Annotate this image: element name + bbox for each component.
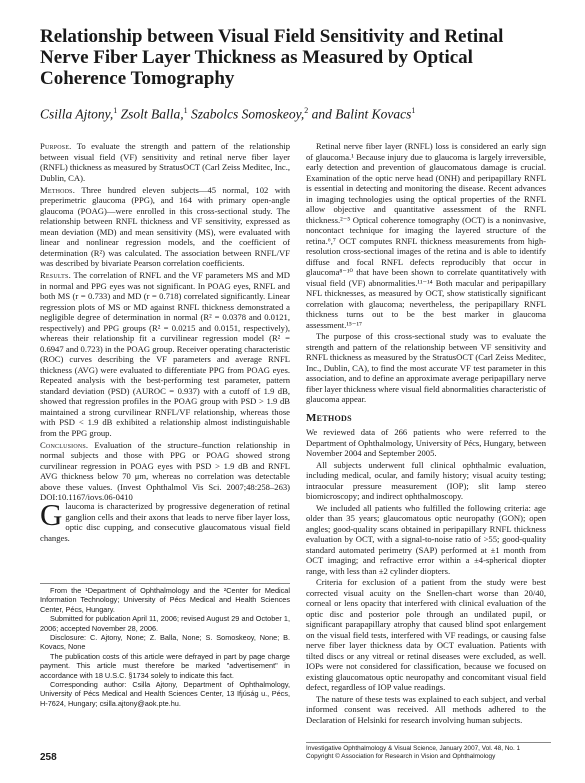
author-name: Zsolt Balla, <box>120 106 184 122</box>
journal-copyright: Copyright © Association for Research in Vision and Ophthalmology <box>306 753 496 761</box>
abstract-purpose-text: To evaluate the strength and pattern of the relationship between visual field (VF) sensitivity and retinal nerve fiber layer (RNFL) thickness as measured by StratusOCT (Carl Zeiss Meditec, Inc., Dublin, CA). <box>40 141 290 183</box>
author-name: and Balint Kovacs <box>311 106 412 122</box>
abstract-methods <box>40 185 290 269</box>
right-column <box>306 141 546 726</box>
abstract-purpose <box>40 141 290 183</box>
journal-issue: Investigative Ophthalmology & Visual Science, January 2007, Vol. 48, No. 1 <box>306 745 521 752</box>
introduction-paragraph <box>40 497 290 543</box>
author-affiliation-mark: 1 <box>113 106 118 115</box>
author-affiliation-mark: 1 <box>411 106 416 115</box>
abstract-results-label: Results. <box>40 270 71 280</box>
footnote-affiliations: From the ¹Department of Ophthalmology and the ²Center for Medical Information Technology; University of Pécs Medical and Health Sciences Center, Pécs, Hungary. <box>40 586 290 614</box>
abstract-conclusions-text: Evaluation of the structure–function relationship in normal subjects and those with PPG or POAG showed strong curvilinear regression in POAG eyes with PSD > 1.9 dB and RNFL AVG thickness below 70 μm, whereas no correlation was detectable above these values. <box>40 439 290 492</box>
journal-footer <box>306 745 551 761</box>
footnote-disclosure: Disclosure: C. Ajtony, None; Z. Balla, None; S. Somoskeoy, None; B. Kovacs, None <box>40 633 290 652</box>
section-heading-methods: Methods <box>306 411 352 424</box>
footnote-divider <box>40 583 290 584</box>
abstract <box>40 141 290 504</box>
author-name: Csilla Ajtony, <box>40 106 114 122</box>
page-number: 258 <box>40 752 57 763</box>
abstract-citation: (Invest Ophthalmol Vis Sci. 2007;48:258–263) DOI:10.1167/iovs.06-0410 <box>40 481 291 502</box>
footnote-corresponding-author: Corresponding author: Csilla Ajtony, Department of Ophthalmology, University of Pécs Medical and Health Sciences Center, 13 Ifjúság u., Pécs, H-7624, Hungary; csilla.ajtony@aok.pte.hu. <box>40 680 290 708</box>
abstract-results-text: The correlation of RNFL and the VF parameters MS and MD in normal and PPG eyes was not significant. In POAG eyes, RNFL and both MS (r = 0.733) and MD (r = 0.718) correlated significantly. Linear regression plots of MS or MD against RNFL thickness demonstrated a negligible degree of determination in normal (R² = 0.0378 and 0.0121, respectively) and PPG groups (R² = 0.0215 and 0.0151, respectively), whereas their relationship fit a curvilinear regression model (R² = 0.6947 and 0.723) in the POAG group. Receiver operating characteristic (ROC) curves describing the VF parameters and average RNFL thickness (AVG) were evaluated to differentiate PPG from POAG eyes. Repeated analysis with the best-performing test parameter, pattern standard deviation (PSD) (AUROC = 0.937) with a cutoff of 1.9 dB, showed that regression profiles in the POAG group with PSD > 1.9 dB maintained a strong curvilinear RNFL/VF relationship, whereas those with PSD < 1.9 dB exhibited a relationship almost indistinguishable from the PPG group. <box>40 270 290 438</box>
drop-cap: G <box>40 497 63 532</box>
author-name: Szabolcs Somoskeoy, <box>191 106 305 122</box>
author-affiliation-mark: 2 <box>304 106 309 115</box>
author-list <box>40 103 540 123</box>
abstract-purpose-label: Purpose. <box>40 141 72 151</box>
body-paragraph: The purpose of this cross-sectional study was to evaluate the strength and pattern of the relationship between VF sensitivity and RNFL thickness as measured by the StratusOCT (Carl Zeiss Meditec, Inc., Dublin, CA), to find the most accurate VF test parameter in this association, and to define an approximate average peripapillary nerve fiber layer thickness where visual field abnormalities characteristic of glaucoma appear. <box>306 331 546 404</box>
body-paragraph: Criteria for exclusion of a patient from the study were best corrected visual acuity on the Snellen-chart worse than 20/40, corneal or lens opacity that interfered with clinical evaluation of the optic disc and posterior pole through an undilated pupil, or significant parapapillary atrophy that caused blind spot enlargement on the visual field tests, interfered with VF readings, or causing false nerve fiber layer thickness data by OCT evaluation. Patients with tilted discs or any vitreal or retinal diseases were excluded, as well. IOPs were not considered for classification, because we focused on existing glaucomatous optic neuropathy and concomitant visual field defect, regardless of IOP value readings. <box>306 577 546 692</box>
journal-divider <box>306 742 551 743</box>
body-paragraph: The nature of these tests was explained to each subject, and verbal informed consent was received. All methods adhered to the Declaration of Helsinki for research involving human subjects. <box>306 693 546 725</box>
abstract-methods-label: Methods. <box>40 184 76 195</box>
footnote-dates: Submitted for publication April 11, 2006; revised August 29 and October 1, 2006; accepted November 28, 2006. <box>40 614 290 633</box>
body-paragraph: We included all patients who fulfilled the following criteria: age older than 35 years; glaucomatous optic neuropathy (GON); open angles; good-quality scans obtained in peripapillary RNFL thickness evaluation by OCT, with a signal-to-noise ratio of >55; good-quality standard automated perimetry (SAP) performed at ±1 month from OCT imaging; and refractive error within a ±4-spherical diopter range, with less than ±2 cylinder diopters. <box>306 502 546 576</box>
introduction-text: laucoma is characterized by progressive degeneration of retinal ganglion cells and their axons that leads to nerve fiber layer loss, optic disc cupping, and consecutive glaucomatous visual field changes. <box>40 501 290 543</box>
body-paragraph: Retinal nerve fiber layer (RNFL) loss is considered an early sign of glaucoma.¹ Because injury due to glaucoma is largely irreversible, early detection and prevention of glaucomatous damage is crucial. Examination of the optic nerve head (ONH) and peripapillary RNFL is essential in detecting and monitoring the disease. Recent advances in imaging technologies using the optical properties of the RNFL allow objective and quantitative assessment of the RNFL thickness.²⁻⁵ Optical coherence tomography (OCT) is a noninvasive, noncontact technique for imaging the layered structure of the retina.⁶,⁷ OCT computes RNFL thickness measurements from high-resolution cross-sectional images of the retina and is able to identify diffuse and focal RNFL defects reproducibly that occur in glaucoma⁸⁻¹⁰ that have been shown to correlate quantitatively with visual field (VF) abnormalities.¹¹⁻¹⁴ Both macular and peripapillary NFL thicknesses, as measured by OCT, show statistically significant correlation with glaucoma; nevertheless, the peripapillary RNFL thickness turns out to be the best marker in glaucoma assessment.¹⁵⁻¹⁷ <box>306 141 546 330</box>
abstract-methods-text: Three hundred eleven subjects—45 normal, 102 with preperimetric glaucoma (PPG), and 164 with primary open-angle glaucoma (POAG)—were enrolled in this cross-sectional study. The relationship between RNFL thickness and VF sensitivity, expressed as mean deviation (MD) and mean sensitivity (MS), were evaluated with linear and nonlinear regression models, and the coefficient of determination (R²) was calculated. The association between RNFL/VF was described by bivariate Pearson correlation coefficients. <box>40 184 290 268</box>
author-affiliation-mark: 1 <box>183 106 188 115</box>
abstract-conclusions-label: Conclusions. <box>40 439 89 450</box>
body-paragraph: We reviewed data of 266 patients who were referred to the Department of Ophthalmology, University of Pécs, Hungary, between November 2004 and September 2005. <box>306 427 546 458</box>
footnote-publication-costs: The publication costs of this article were defrayed in part by page charge payment. This article must therefore be marked "advertisement" in accordance with 18 U.S.C. §1734 solely to indicate this fact. <box>40 651 290 680</box>
body-paragraph: All subjects underwent full clinical ophthalmic evaluation, including medical, ocular, and family history; visual acuity testing; intraocular pressure measurement (IOP); slit lamp stereo biomicroscopy; and indirect ophthalmoscopy. <box>306 459 546 501</box>
footnotes <box>40 586 290 708</box>
abstract-results <box>40 270 290 438</box>
article-title: Relationship between Visual Field Sensitivity and Retinal Nerve Fiber Layer Thickness as Measured by Optical Coherence Tomography <box>40 26 504 89</box>
abstract-conclusions <box>40 440 290 503</box>
